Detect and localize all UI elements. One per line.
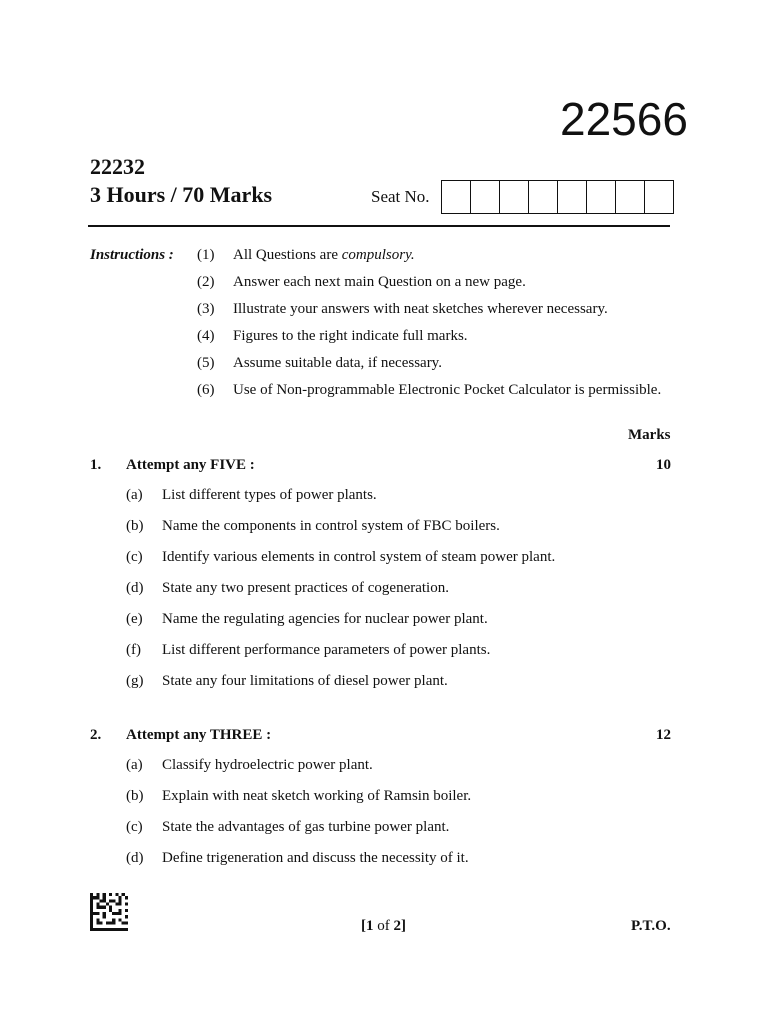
sub-question	[126, 757, 373, 774]
question-marks: 12	[656, 727, 671, 743]
seat-number-box[interactable]	[528, 181, 557, 213]
question-marks: 10	[656, 457, 671, 473]
sub-question-text: State any two present practices of cogeneration.	[162, 580, 449, 596]
sub-question-text: Name the components in control system of FBC boilers.	[162, 518, 500, 534]
sub-question-label: (b)	[126, 518, 144, 534]
sub-question	[126, 549, 555, 566]
time-marks: 3 Hours / 70 Marks	[90, 182, 273, 207]
sub-question-text: Classify hydroelectric power plant.	[162, 757, 373, 773]
seat-number-box[interactable]	[615, 181, 644, 213]
question-title: Attempt any THREE :	[126, 727, 272, 743]
instruction-item	[197, 301, 608, 318]
sub-question-label: (g)	[126, 673, 144, 689]
instruction-item	[197, 328, 468, 345]
instruction-text: All Questions are compulsory.	[233, 247, 415, 263]
sub-question	[126, 580, 449, 597]
marks-header: Marks	[628, 427, 671, 443]
instruction-text: Figures to the right indicate full marks.	[233, 328, 468, 344]
sub-question	[126, 642, 490, 659]
instruction-number: (5)	[197, 355, 215, 371]
question-title: Attempt any FIVE :	[126, 457, 255, 473]
sub-question-text: Explain with neat sketch working of Ramsin boiler.	[162, 788, 472, 804]
seat-number-box[interactable]	[557, 181, 586, 213]
instructions-label: Instructions :	[90, 247, 174, 263]
seat-number-box[interactable]	[499, 181, 528, 213]
seat-number-box[interactable]	[644, 181, 673, 213]
sub-question-text: State the advantages of gas turbine power plant.	[162, 819, 450, 835]
seat-number-box[interactable]	[586, 181, 615, 213]
pto-label: P.T.O.	[631, 918, 671, 934]
subject-code: 22232	[90, 154, 145, 179]
sub-question	[126, 487, 377, 504]
instruction-number: (2)	[197, 274, 215, 290]
sub-question-text: Define trigeneration and discuss the necessity of it.	[162, 850, 469, 866]
sub-question-text: Name the regulating agencies for nuclear power plant.	[162, 611, 488, 627]
instruction-item	[197, 355, 442, 372]
seat-number-box[interactable]	[470, 181, 499, 213]
page-total: 2	[393, 918, 401, 934]
datamatrix-code-icon	[90, 893, 128, 931]
sub-question-label: (f)	[126, 642, 141, 658]
sub-question-label: (d)	[126, 580, 144, 596]
instruction-number: (4)	[197, 328, 215, 344]
question-number: 2.	[90, 727, 102, 743]
sub-question-text: List different performance parameters of power plants.	[162, 642, 491, 658]
sub-question	[126, 850, 469, 867]
sub-question	[126, 518, 500, 535]
sub-question-label: (a)	[126, 757, 143, 773]
sub-question-text: List different types of power plants.	[162, 487, 377, 503]
sub-question-text: State any four limitations of diesel power plant.	[162, 673, 448, 689]
page-current: 1	[366, 918, 374, 934]
sub-question-label: (b)	[126, 788, 144, 804]
instruction-text: Answer each next main Question on a new page.	[233, 274, 526, 290]
seat-number-box[interactable]	[442, 181, 470, 213]
instruction-number: (1)	[197, 247, 215, 263]
instruction-number: (6)	[197, 382, 215, 398]
page-number: [1 of 2]	[361, 918, 406, 934]
instruction-text: Illustrate your answers with neat sketches wherever necessary.	[233, 301, 608, 317]
seat-label: Seat No.	[371, 187, 430, 206]
sub-question	[126, 611, 488, 628]
instruction-text: Use of Non-programmable Electronic Pocket Calculator is permissible.	[233, 382, 662, 398]
sub-question-label: (e)	[126, 611, 143, 627]
header-divider	[88, 225, 670, 227]
question-number: 1.	[90, 457, 102, 473]
sub-question-label: (c)	[126, 549, 143, 565]
instruction-number: (3)	[197, 301, 215, 317]
instruction-item	[197, 274, 526, 291]
instruction-item	[197, 382, 661, 399]
sub-question	[126, 819, 449, 836]
seat-number-boxes[interactable]	[441, 180, 674, 214]
sub-question-label: (c)	[126, 819, 143, 835]
sub-question-label: (d)	[126, 850, 144, 866]
sub-question	[126, 788, 471, 805]
sub-question-label: (a)	[126, 487, 143, 503]
instruction-text: Assume suitable data, if necessary.	[233, 355, 442, 371]
sub-question	[126, 673, 448, 690]
instruction-item	[197, 247, 415, 264]
sub-question-text: Identify various elements in control system of steam power plant.	[162, 549, 556, 565]
paper-code: 22566	[560, 93, 688, 145]
